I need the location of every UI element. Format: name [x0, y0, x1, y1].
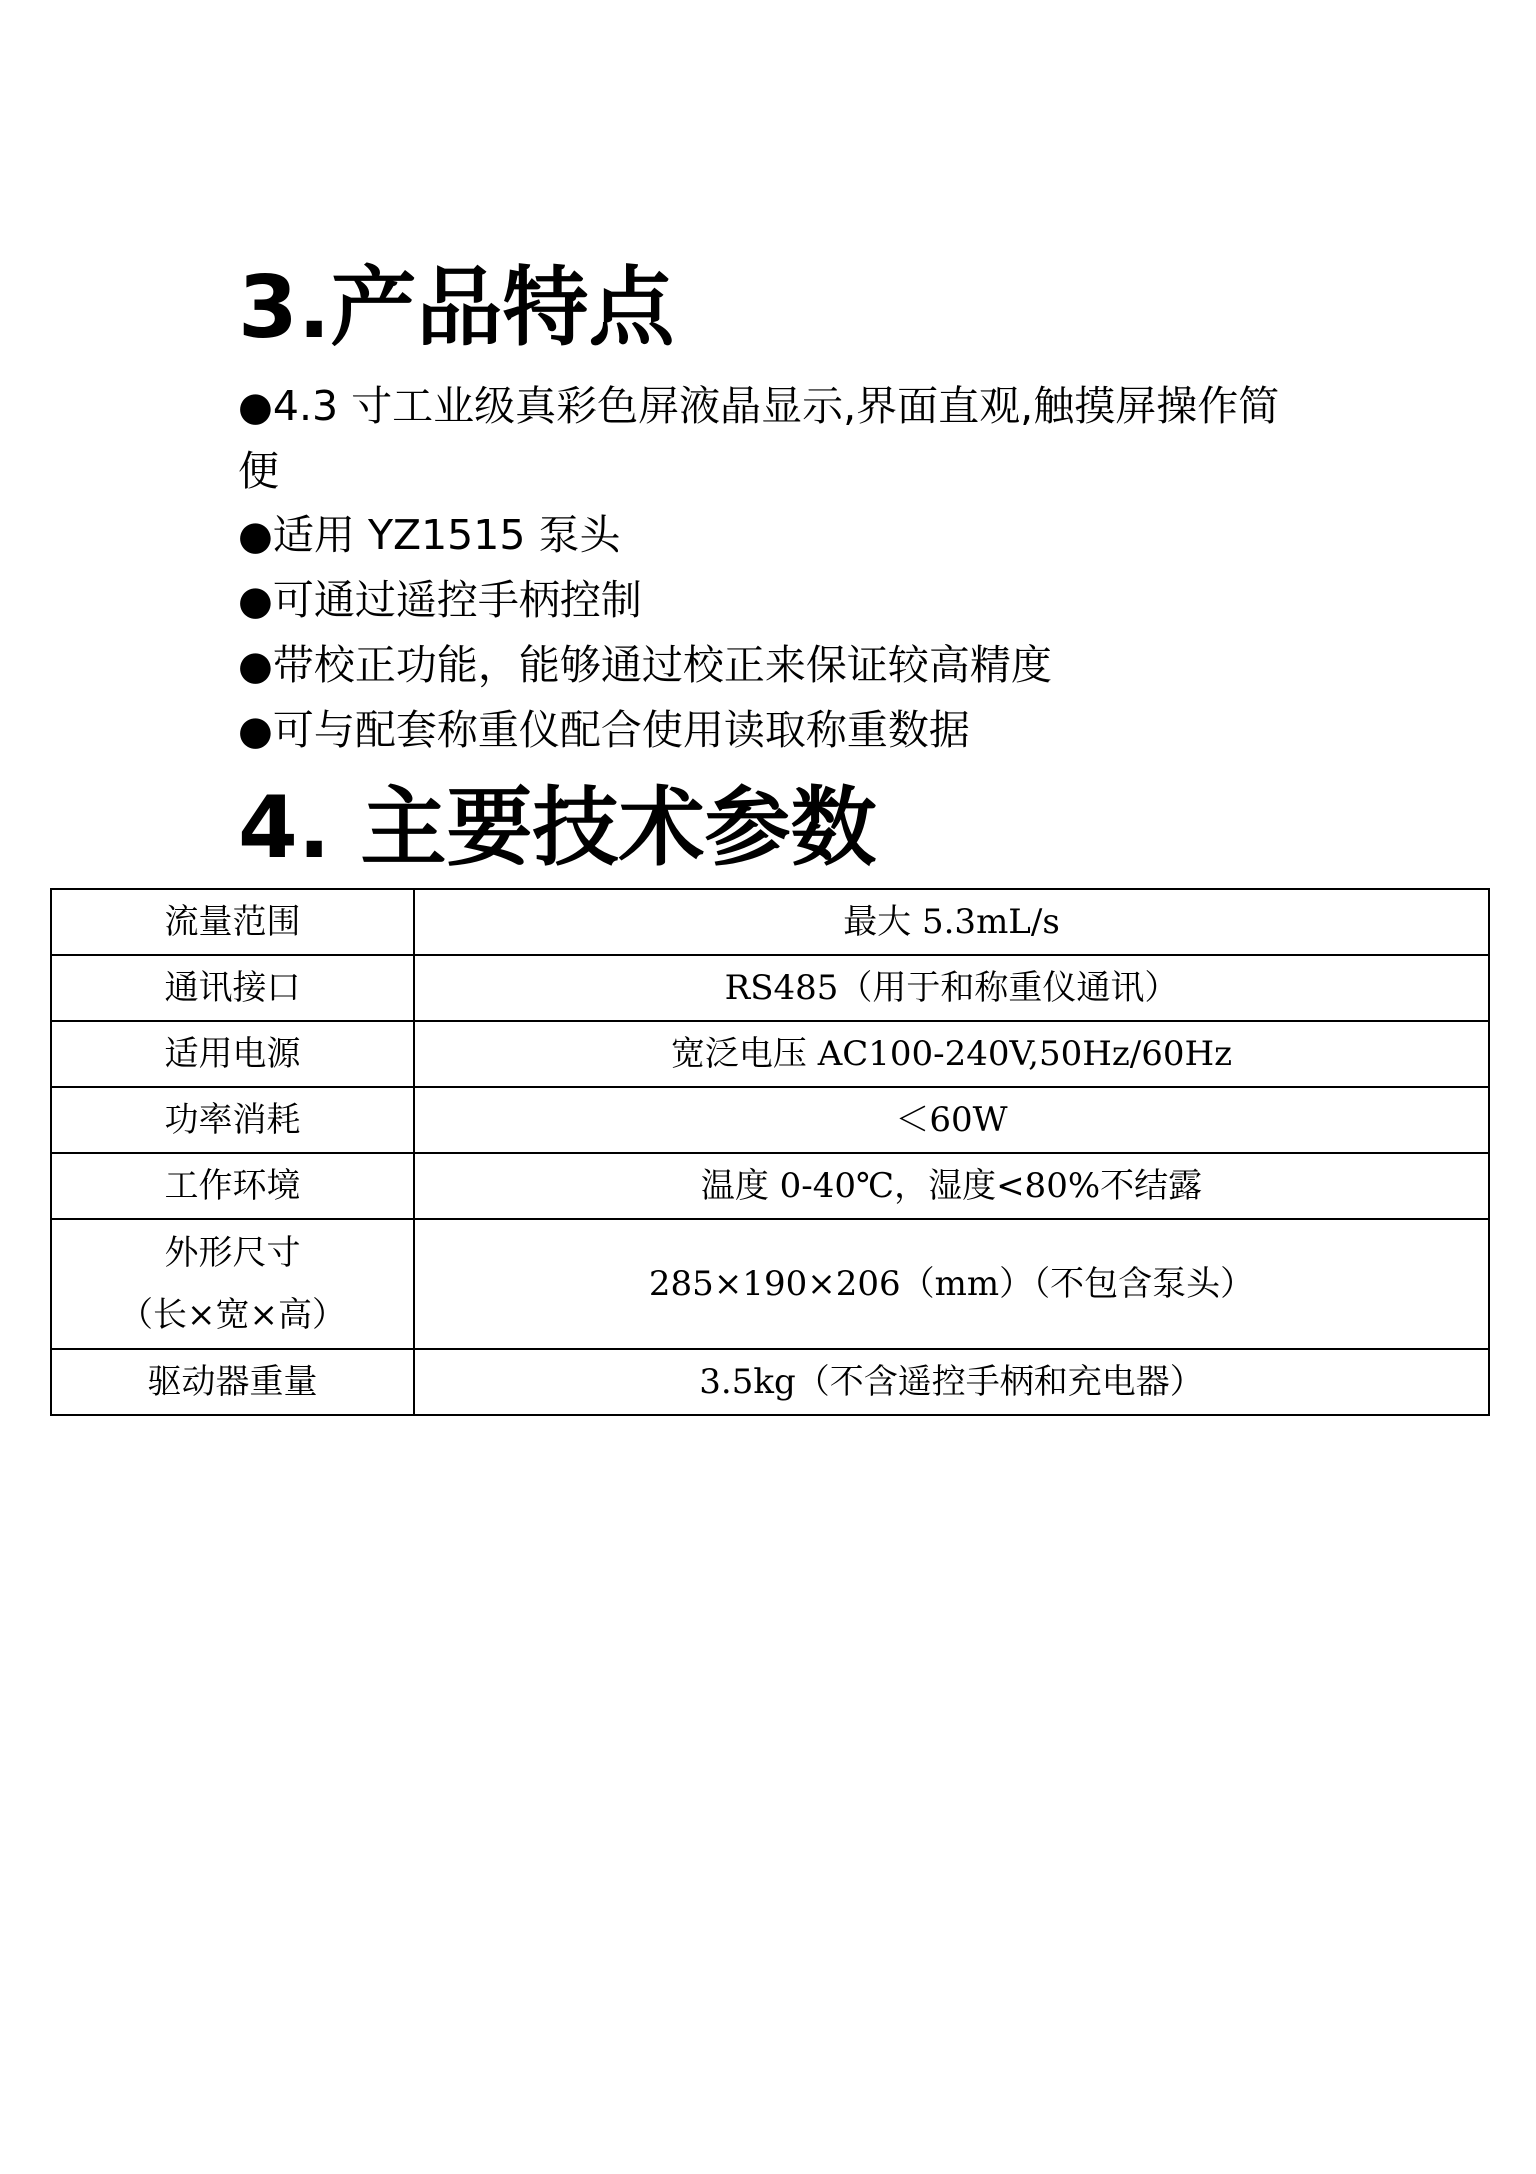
spec-label-sub: （长×宽×高）	[119, 1295, 346, 1335]
table-row	[51, 955, 1489, 1021]
spec-label: 外形尺寸	[164, 1233, 301, 1273]
table-row	[51, 889, 1489, 955]
feature-text: 4.3 寸工业级真彩色屏液晶显示,界面直观,触摸屏操作简便	[238, 382, 1280, 495]
spec-value: 3.5kg（不含遥控手柄和充电器）	[414, 1349, 1489, 1415]
feature-text: 可与配套称重仪配合使用读取称重数据	[272, 706, 970, 754]
spec-label-cell	[51, 1219, 414, 1349]
feature-item	[238, 374, 1318, 503]
feature-item	[238, 698, 1318, 763]
spec-label: 适用电源	[51, 1021, 414, 1087]
table-row	[51, 1349, 1489, 1415]
spec-label: 通讯接口	[51, 955, 414, 1021]
table-row	[51, 1219, 1489, 1349]
spec-label: 功率消耗	[51, 1087, 414, 1153]
spec-label: 流量范围	[51, 889, 414, 955]
feature-item	[238, 503, 1318, 568]
feature-text: 适用 YZ1515 泵头	[272, 511, 621, 559]
bullet-icon: ●	[238, 578, 273, 624]
section-3-heading: 3.产品特点	[238, 258, 675, 358]
spec-label: 驱动器重量	[51, 1349, 414, 1415]
spec-table	[50, 888, 1490, 1416]
feature-text: 带校正功能，能够通过校正来保证较高精度	[272, 641, 1052, 689]
spec-value: 285×190×206（mm）（不包含泵头）	[414, 1219, 1489, 1349]
feature-list	[238, 374, 1318, 763]
spec-value: ＜60W	[414, 1087, 1489, 1153]
bullet-icon: ●	[238, 708, 273, 754]
spec-value: 温度 0-40℃，湿度<80%不结露	[414, 1153, 1489, 1219]
spec-label: 工作环境	[51, 1153, 414, 1219]
table-row	[51, 1153, 1489, 1219]
spec-value: RS485（用于和称重仪通讯）	[414, 955, 1489, 1021]
bullet-icon: ●	[238, 643, 273, 689]
bullet-icon: ●	[238, 513, 273, 559]
spec-value: 最大 5.3mL/s	[414, 889, 1489, 955]
section-4-heading: 4. 主要技术参数	[238, 778, 877, 878]
feature-text: 可通过遥控手柄控制	[272, 576, 642, 624]
table-row	[51, 1087, 1489, 1153]
feature-item	[238, 633, 1318, 698]
bullet-icon: ●	[238, 384, 273, 430]
table-row	[51, 1021, 1489, 1087]
feature-item	[238, 568, 1318, 633]
spec-value: 宽泛电压 AC100-240V,50Hz/60Hz	[414, 1021, 1489, 1087]
